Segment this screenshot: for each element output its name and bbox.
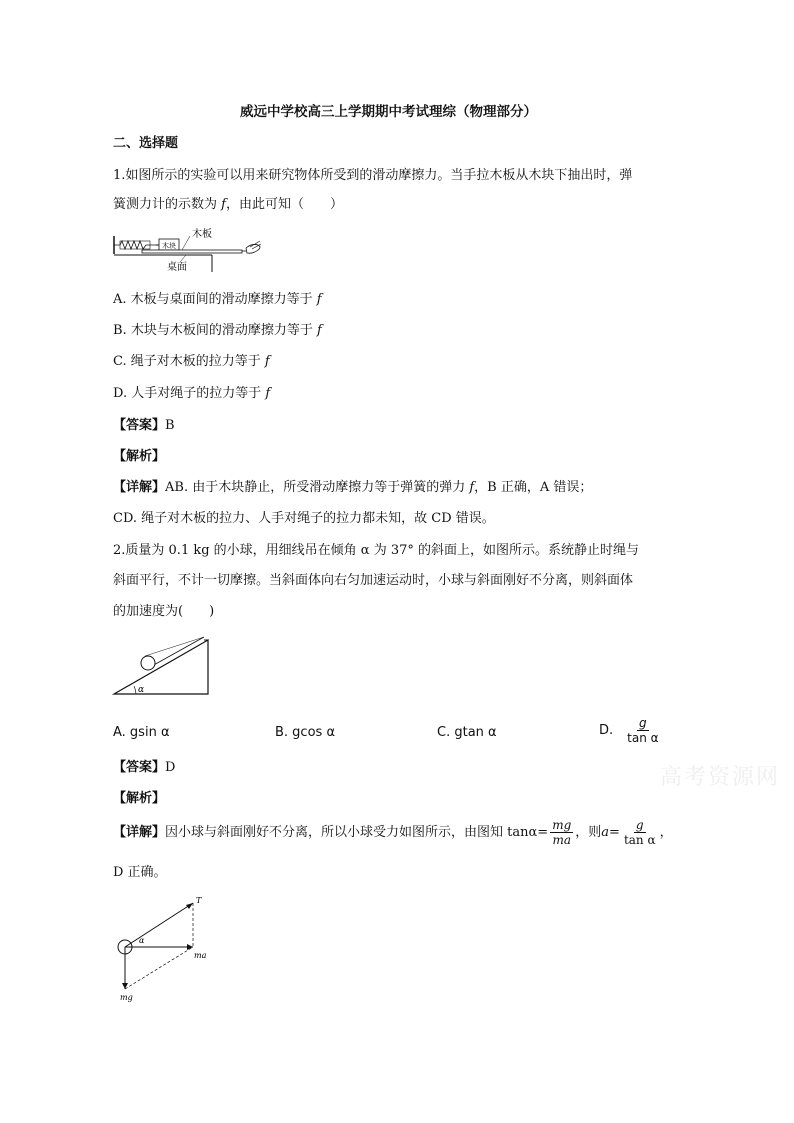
q1-detail-line2: CD. 绳子对木板的拉力、人手对绳子的拉力都未知，故 CD 错误。 [113, 511, 495, 526]
q2-fig2-mg-label: mg [120, 993, 133, 1002]
q1-fig-table-label: 桌面 [167, 262, 187, 273]
q2-detail-line2: D 正确。 [113, 865, 167, 880]
watermark: 高考资源网 [660, 765, 781, 790]
q2-force-diagram [112, 892, 212, 1004]
q1-figure [112, 228, 262, 274]
q2-option-b: B. gcos α [275, 725, 336, 740]
q1-analysis-heading: 【解析】 [113, 449, 166, 464]
q2-option-c: C. gtan α [437, 725, 497, 740]
q2-fig2-ma-label: ma [194, 951, 207, 960]
q1-option-c: C. 绳子对木板的拉力等于 f [113, 354, 270, 369]
q2-analysis-heading: 【解析】 [113, 791, 166, 806]
q1-option-d: D. 人手对绳子的拉力等于 f [113, 386, 271, 401]
q2-fig2-alpha-label: α [139, 936, 145, 945]
q1-answer: 【答案】B [113, 418, 175, 433]
q1-fig-board-label: 木板 [192, 229, 212, 240]
q2-fig-alpha-label: α [138, 685, 145, 695]
q1-fig-block-label: 木块 [162, 242, 176, 250]
q1-option-b: B. 木块与木板间的滑动摩擦力等于 f [113, 323, 322, 338]
q2-detail-line1: 【详解】 因小球与斜面刚好不分离，所以小球受力如图所示，由图知 tan α = $\frac{mg}{ma}$ ，则 a = $\frac{g}{\text{tan α}}$ ， [113, 818, 673, 847]
q2-option-d: D. $\frac{g}{\text{tan α}}$ [599, 716, 659, 745]
q1-stem-line2: 簧测力计的示数为 f，由此可知（ ） [113, 197, 343, 212]
page-title: 威远中学校高三上学期期中考试理综（物理部分） [240, 104, 537, 120]
q1-option-a: A. 木板与桌面间的滑动摩擦力等于 f [113, 292, 322, 307]
q2-option-a: A. gsin α [113, 725, 170, 740]
q1-stem-line1: 1.如图所示的实验可以用来研究物体所受到的滑动摩擦力。当手拉木板从木块下抽出时，弹 [113, 168, 633, 183]
q2-stem-line3: 的加速度为( ) [113, 604, 215, 619]
q2-answer: 【答案】D [113, 760, 176, 775]
q2-fig2-T-label: T [196, 896, 202, 905]
q2-stem-line1: 2.质量为 0.1 kg 的小球，用细线吊在倾角 α 为 37° 的斜面上，如图所示。系统静止时绳与 [113, 543, 640, 558]
section-heading: 二、选择题 [113, 136, 179, 151]
q2-stem-line2: 斜面平行，不计一切摩擦。当斜面体向右匀加速运动时，小球与斜面刚好不分离，则斜面体 [113, 573, 634, 588]
q1-detail-line1: 【详解】AB. 由于木块静止，所受滑动摩擦力等于弹簧的弹力 f，B 正确，A 错误； [113, 480, 593, 495]
q2-incline-figure [112, 636, 212, 698]
